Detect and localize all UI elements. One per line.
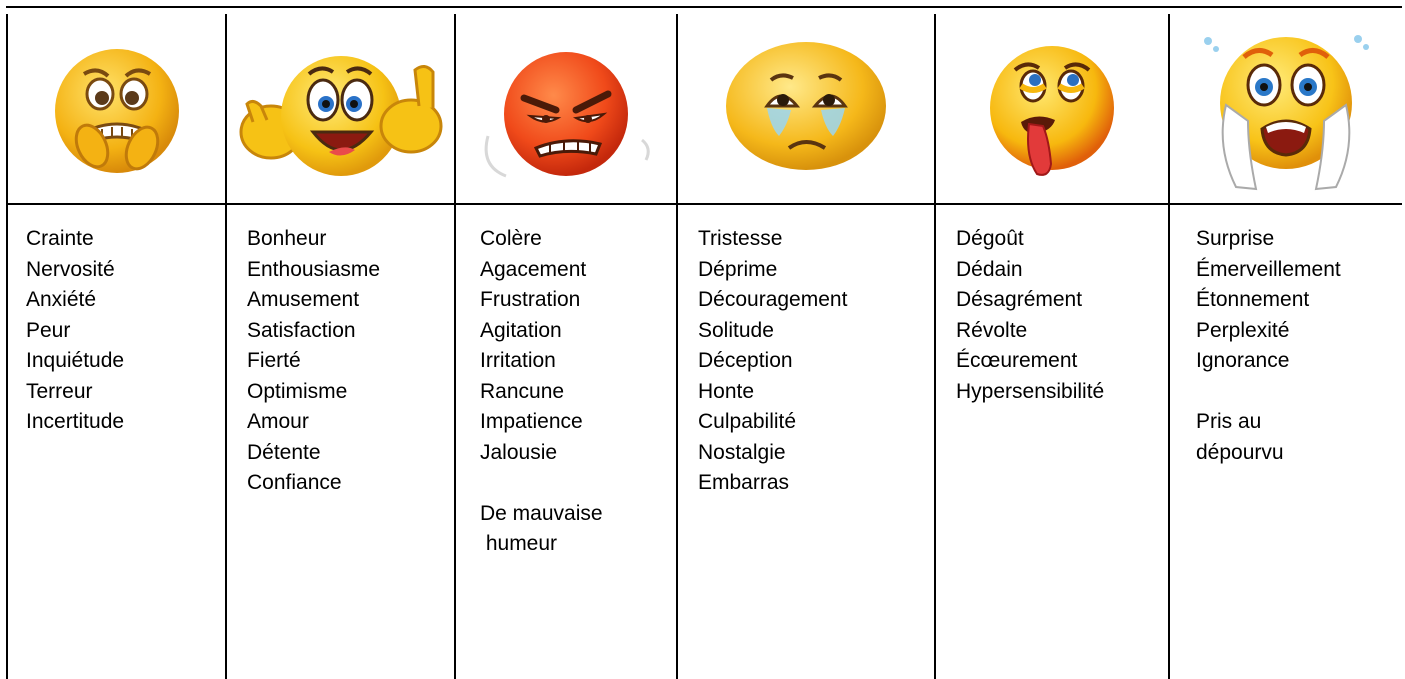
emotion-word: Émerveillement: [1196, 257, 1341, 281]
emotion-word: Agacement: [480, 257, 587, 281]
emotion-word: Jalousie: [480, 440, 558, 464]
emotion-word-list: [698, 224, 847, 499]
emotion-word: Rancune: [480, 379, 565, 403]
emotion-word: Honte: [698, 379, 755, 403]
emotion-word: dépourvu: [1196, 440, 1284, 464]
emotion-word: Irritation: [480, 349, 556, 372]
emotion-word: Nervosité: [26, 257, 115, 281]
emotion-word: Optimisme: [247, 379, 348, 403]
emoji-cell: [936, 16, 1168, 206]
emotion-word: Étonnement: [1196, 288, 1310, 311]
emotion-word: Inquiétude: [26, 349, 125, 372]
emotion-word: Perplexité: [1196, 318, 1290, 342]
emotion-word: Pris au: [1196, 410, 1262, 433]
emotion-word: Nostalgie: [698, 440, 786, 464]
emotion-word: Déprime: [698, 257, 778, 281]
thumbs-up-happy-face-icon: [233, 36, 448, 186]
emotion-word: Amusement: [247, 288, 360, 311]
emotion-word: Frustration: [480, 288, 581, 311]
table-top-border: [6, 6, 1402, 8]
emotion-word: Impatience: [480, 410, 583, 433]
disgusted-face-icon: [977, 36, 1127, 186]
emoji-cell: [678, 16, 934, 206]
emotion-word: Fierté: [247, 349, 301, 372]
emotion-words-cell: [247, 224, 380, 499]
emoji-cell: [1170, 16, 1402, 206]
emotion-word: Écœurement: [956, 349, 1078, 372]
emotion-word: Crainte: [26, 227, 94, 250]
emoji-cell: [456, 16, 676, 206]
emotion-words-cell: [1196, 224, 1341, 468]
emotion-word: Dédain: [956, 257, 1023, 281]
emotion-word: Détente: [247, 440, 321, 464]
emotion-word: Satisfaction: [247, 318, 356, 342]
emotion-word: Anxiété: [26, 288, 97, 311]
emotion-word: Incertitude: [26, 410, 125, 433]
emotion-word: De mauvaise: [480, 501, 603, 525]
angry-face-icon: [466, 36, 666, 186]
emotion-word: Amour: [247, 410, 309, 433]
emotion-word: Déception: [698, 349, 793, 372]
emotion-word: Hypersensibilité: [956, 379, 1105, 403]
emotion-word: Désagrément: [956, 288, 1083, 311]
emotion-words-cell: [698, 224, 847, 499]
emotion-word-list: [1196, 224, 1341, 468]
emotion-table: [6, 6, 1402, 673]
fearful-face-icon: [42, 36, 192, 186]
emotion-word: Découragement: [698, 288, 848, 311]
emotion-word: Révolte: [956, 318, 1028, 342]
emoji-cell: [8, 16, 225, 206]
emotion-word: Surprise: [1196, 227, 1275, 250]
emotion-word: Agitation: [480, 318, 562, 342]
emotion-word: Culpabilité: [698, 410, 797, 433]
emotion-word: humeur: [480, 532, 558, 555]
emotion-word: Ignorance: [1196, 349, 1290, 372]
shocked-face-icon: [1186, 21, 1386, 201]
emotion-word: Colère: [480, 227, 542, 250]
emotion-word: Peur: [26, 318, 71, 342]
emotion-word-list: [247, 224, 380, 499]
emotion-word: Terreur: [26, 379, 93, 403]
emotion-word: Dégoût: [956, 227, 1024, 250]
emotion-word: Confiance: [247, 471, 342, 494]
emotion-word-list: [26, 224, 124, 438]
emotion-word-list: [956, 224, 1104, 407]
emotion-word: Bonheur: [247, 227, 327, 250]
emotion-word-list: [480, 224, 603, 560]
emotion-word: Embarras: [698, 471, 790, 494]
emotion-word: Enthousiasme: [247, 257, 381, 281]
spacer: [1196, 377, 1341, 408]
emoji-cell: [227, 16, 454, 206]
emotion-words-cell: [26, 224, 124, 438]
emotion-word: Solitude: [698, 318, 774, 342]
emotion-word: Tristesse: [698, 227, 783, 250]
emotion-words-cell: [480, 224, 603, 560]
spacer: [480, 468, 603, 499]
crying-face-icon: [721, 36, 891, 186]
emotion-words-cell: [956, 224, 1104, 407]
